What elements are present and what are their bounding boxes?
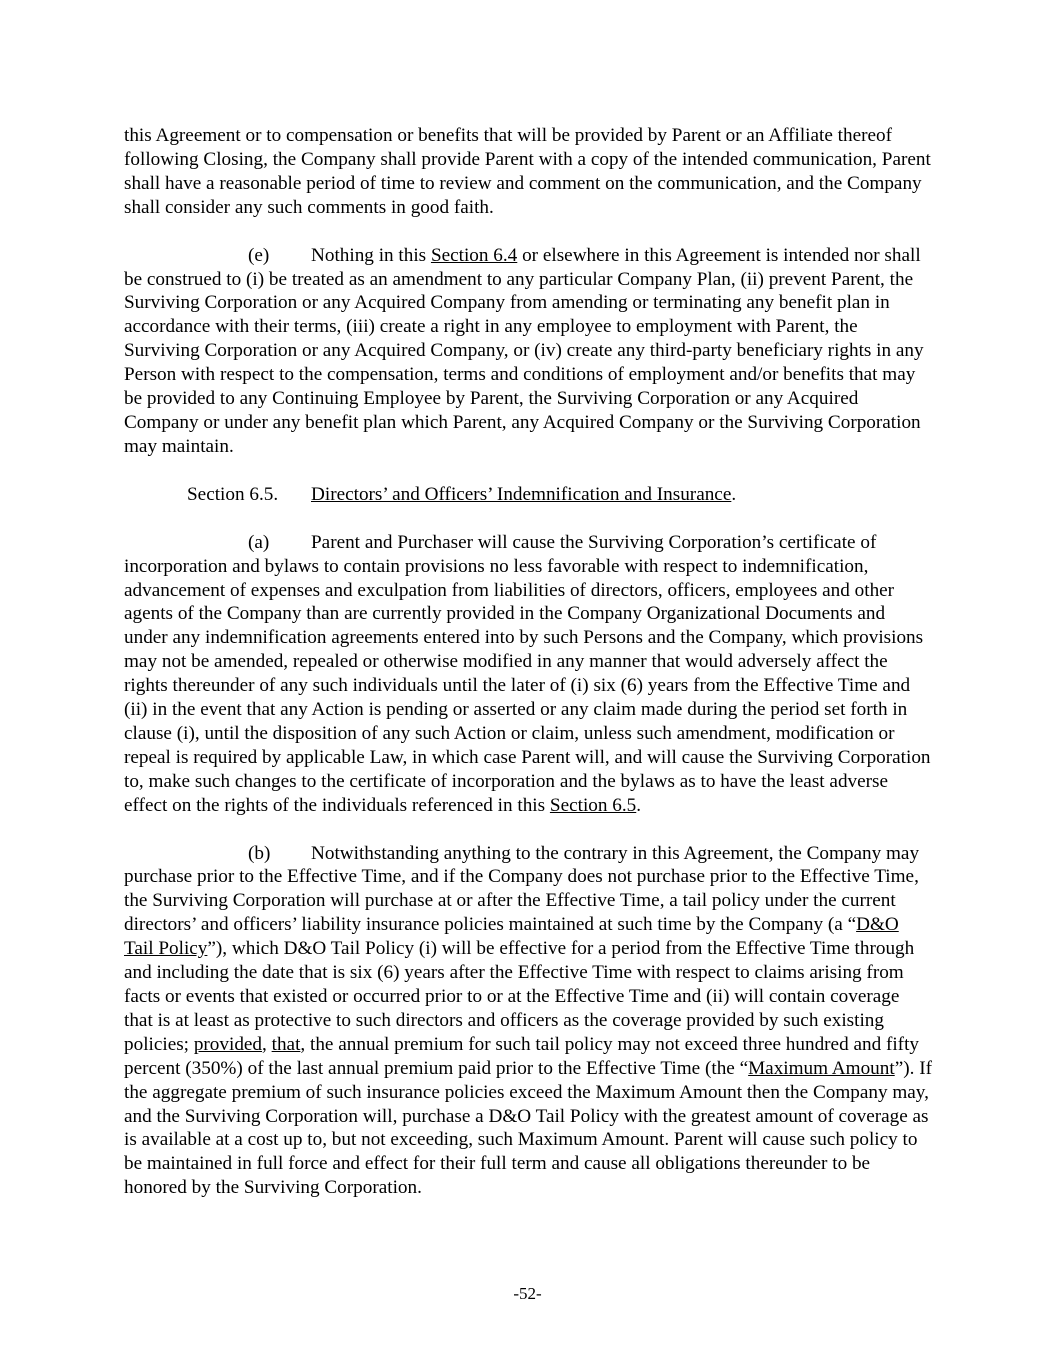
clause-text: or elsewhere in this Agreement is intended nor shall be construed to (i) be treated as an amendment to any particular Company Plan, (ii) prevent Parent, the Surviving Corporation or any Acquired Company from amending or terminating any benefit plan in accordance with their terms, (iii) create a right in any employee to employment with Parent, the Surviving Corporation or any Acquired Company, or (iv) create any third-party beneficiary rights in any Person with respect to the compensation, terms and conditions of employment and/or benefits that may be provided to any Continuing Employee by Parent, the Surviving Corporation or any Acquired Company or under any benefit plan which Parent, any Acquired Company or the Surviving Corporation may maintain. <box>124 244 924 457</box>
clause-text: , <box>262 1033 272 1055</box>
section-reference: Section 6.5 <box>549 794 637 816</box>
section-number: Section 6.5. <box>187 483 279 505</box>
clause-text: , the annual premium for such tail policy may not exceed three hundred and fifty percent (350%) of the last annual premium paid prior to the Effective Time (the “ <box>124 1033 919 1079</box>
paragraph-continuation <box>124 124 932 220</box>
proviso-term: provided <box>193 1033 263 1055</box>
clause-text: . <box>636 794 642 816</box>
clause-text: ”), which D&O Tail Policy (i) will be effective for a period from the Effective Time through and including the date that is six (6) years after the Effective Time with respect to claims arising from facts or events that existed or occurred prior to or at the Effective Time and (ii) will contain coverage that is at least as protective to such directors and officers as the coverage provided by such existing policies; <box>124 938 915 1055</box>
section-reference: Section 6.4 <box>430 244 518 266</box>
paragraph-e <box>124 244 932 459</box>
clause-text: Parent and Purchaser will cause the Surviving Corporation’s certificate of incorporation and bylaws to contain provisions no less favorable with respect to indemnification, advancement of expenses and exculpation from liabilities of directors, officers, employees and other agents of the Company than are currently provided in the Company Organizational Documents and under any indemnification agreements entered into by such Persons and the Company, which provisions may not be amended, repealed or otherwise modified in any manner that would adversely affect the rights thereunder of any such individuals until the later of (i) six (6) years from the Effective Time and (ii) in the event that any Action is pending or asserted or any claim made during the period set forth in clause (i), until the disposition of any such Action or claim, unless such amendment, modification or repeal is required by applicable Law, in which case Parent will, and will cause the Surviving Corporation to, make such changes to the certificate of incorporation and the bylaws as to have the least adverse effect on the rights of the individuals referenced in this <box>124 531 931 816</box>
section-heading <box>124 483 932 507</box>
clause-text: ”). If the aggregate premium of such insurance policies exceed the Maximum Amount then the Company may, and the Surviving Corporation will, purchase a D&O Tail Policy with the greatest amount of coverage as is available at a cost up to, but not exceeding, such Maximum Amount. Parent will cause such policy to be maintained in full force and effect for their full term and cause all obligations thereunder to be honored by the Surviving Corporation. <box>124 1057 932 1199</box>
section-title: Directors’ and Officers’ Indemnification and Insurance <box>311 483 732 505</box>
paragraph-b <box>124 842 932 1201</box>
paragraph-a <box>124 531 932 818</box>
defined-term: Maximum Amount <box>748 1057 895 1079</box>
defined-term: D&O Tail Policy <box>124 914 899 960</box>
clause-text: Notwithstanding anything to the contrary in this Agreement, the Company may purchase prior to the Effective Time, and if the Company does not purchase prior to the Effective Time, the Surviving Corporation will purchase at or after the Effective Time, a tail policy under the current directors’ and officers’ liability insurance policies maintained at such time by the Company (a “ <box>124 842 920 936</box>
section-title-period: . <box>731 483 737 505</box>
document-page <box>124 124 932 1224</box>
clause-text: Nothing in this <box>311 244 431 266</box>
paragraph-text: this Agreement or to compensation or benefits that will be provided by Parent or an Affiliate thereof following Closing, the Company shall provide Parent with a copy of the intended communication, Parent shall have a reasonable period of time to review and comment on the communication, and the Company shall consider any such comments in good faith. <box>124 125 931 218</box>
clause-label: (b) <box>248 842 271 864</box>
proviso-term: that <box>271 1033 301 1055</box>
clause-label: (e) <box>248 244 270 266</box>
page-number: -52- <box>513 1284 542 1303</box>
clause-label: (a) <box>248 531 270 553</box>
